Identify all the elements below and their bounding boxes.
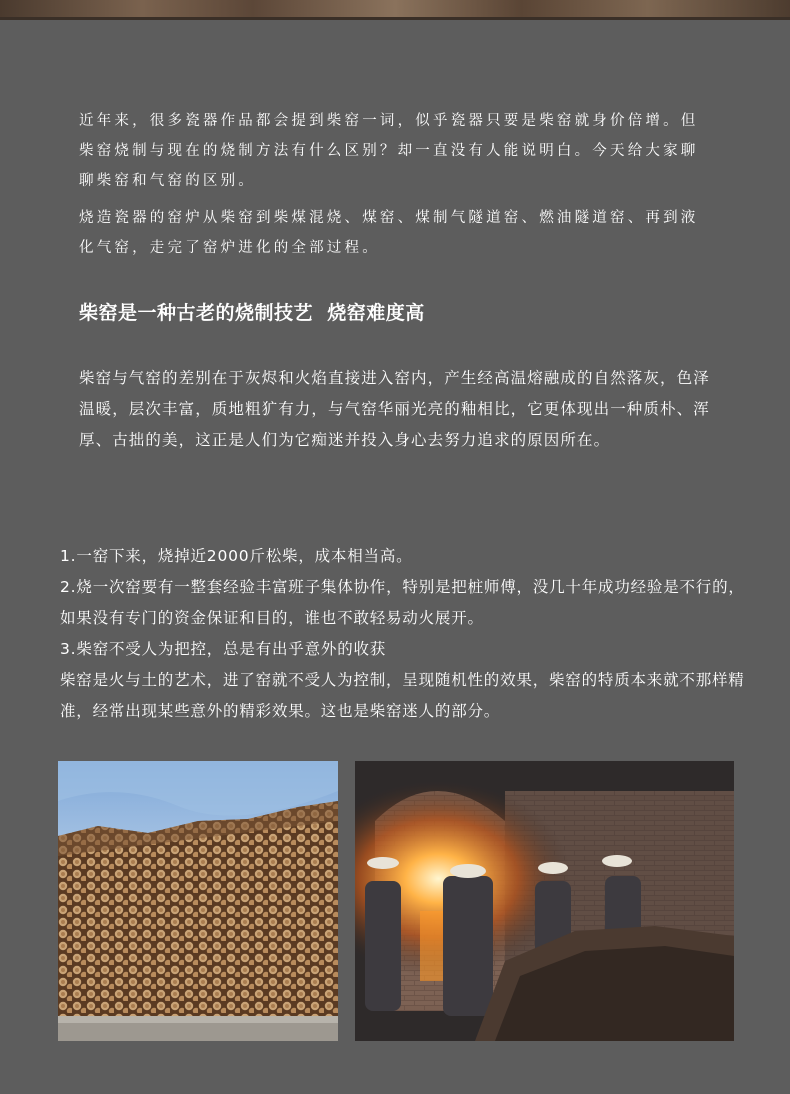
kiln-firing-photo: [355, 761, 734, 1041]
points-list: [60, 541, 750, 727]
intro-text: [79, 106, 699, 270]
section-heading: 柴窑是一种古老的烧制技艺 烧窑难度高: [79, 302, 425, 324]
section-paragraph: 柴窑与气窑的差别在于灰烬和火焰直接进入窑内，产生经高温熔融成的自然落灰，色泽温暖，层次丰富，质地粗犷有力，与气窑华丽光亮的釉相比，它更体现出一种质朴、浑厚、古拙的美，这正是人们为它痴迷并投入身心去努力追求的原因所在。: [79, 369, 710, 449]
point-item: 柴窑是火与土的艺术，进了窑就不受人为控制，呈现随机性的效果，柴窑的特质本来就不那样精准，经常出现某些意外的精彩效果。这也是柴窑迷人的部分。: [60, 671, 745, 720]
firewood-pile-photo: [58, 761, 338, 1041]
intro-paragraph: 烧造瓷器的窑炉从柴窑到柴煤混烧、煤窑、煤制气隧道窑、燃油隧道窑、再到液化气窑，走完了窑炉进化的全部过程。: [79, 210, 699, 256]
top-banner-photo-strip: [0, 0, 790, 20]
point-item: 1.一窑下来，烧掉近2000斤松柴，成本相当高。: [60, 547, 413, 565]
point-item: 3.柴窑不受人为把控，总是有出乎意外的收获: [60, 640, 387, 658]
intro-paragraph: 近年来，很多瓷器作品都会提到柴窑一词，似乎瓷器只要是柴窑就身价倍增。但柴窑烧制与现在的烧制方法有什么区别？却一直没有人能说明白。今天给大家聊聊柴窑和气窑的区别。: [79, 113, 699, 189]
point-item: 2.烧一次窑要有一整套经验丰富班子集体协作，特别是把桩师傅，没几十年成功经验是不行的，如果没有专门的资金保证和目的，谁也不敢轻易动火展开。: [60, 578, 745, 627]
